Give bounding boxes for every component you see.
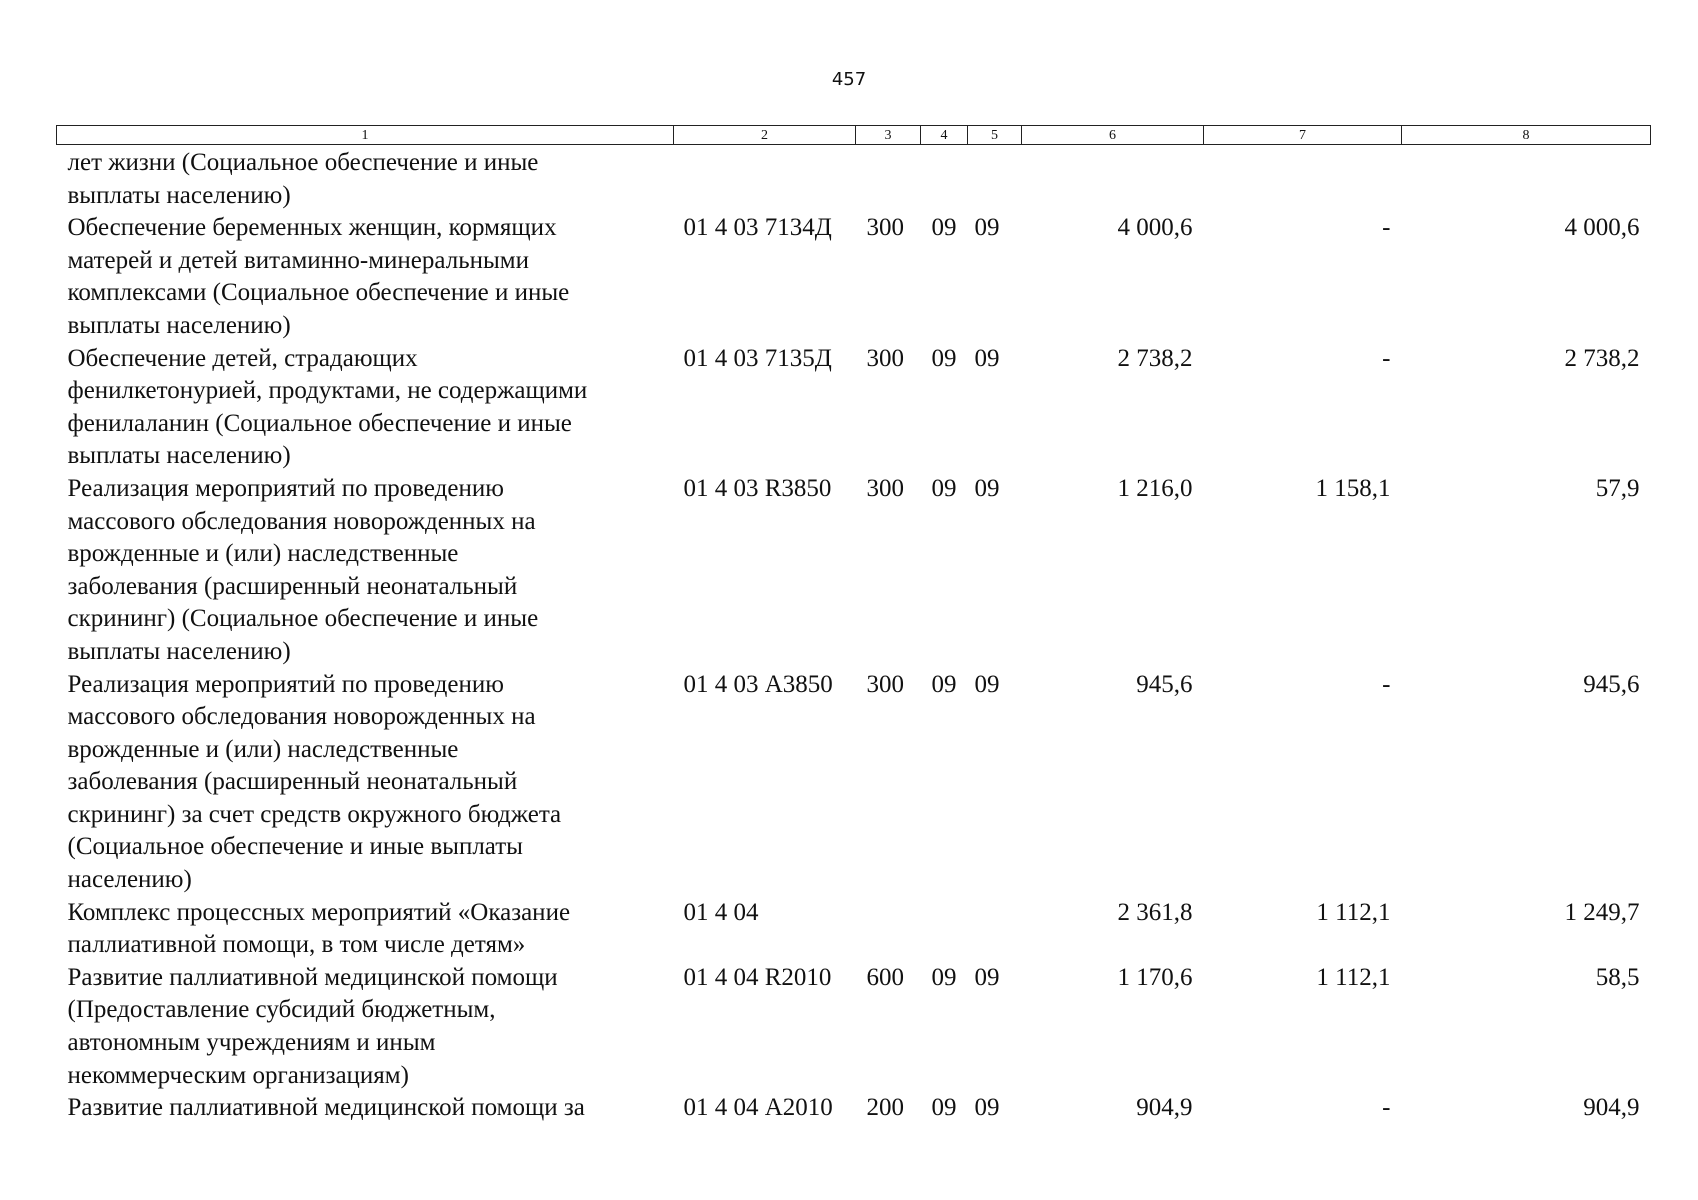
- amount-col8: 2 738,2: [1564, 344, 1640, 372]
- column-number-header-row: [57, 126, 1651, 145]
- amount-col8: 1 249,7: [1564, 898, 1640, 926]
- amount-col7: -: [1382, 214, 1391, 242]
- description-line: фенилкетонурией, продуктами, не содержащими: [67, 377, 588, 405]
- row-description: [57, 897, 674, 962]
- column-number-header: 7: [1204, 126, 1402, 145]
- page-number: 457: [831, 69, 867, 90]
- amount-col8: 945,6: [1583, 670, 1640, 698]
- amount-col6: 1 170,6: [1117, 963, 1193, 991]
- subsection-code: 09: [974, 474, 1000, 502]
- amount-col6: [1022, 145, 1204, 213]
- section-code: 09: [931, 214, 957, 242]
- amount-col7: -: [1382, 344, 1391, 372]
- target-article-code: 01 4 04 А2010: [683, 1094, 833, 1122]
- expense-group: 300: [866, 474, 904, 502]
- expense-group: 300: [866, 670, 904, 698]
- description-line: автономным учреждениям и иным: [67, 1029, 436, 1057]
- description-line: выплаты населению): [67, 637, 291, 665]
- table-row: [57, 473, 1651, 669]
- subsection-code: [968, 897, 1022, 962]
- description-line: Комплекс процессных мероприятий «Оказание: [67, 898, 571, 926]
- description-line: выплаты населению): [67, 442, 291, 470]
- column-number-header: 4: [921, 126, 968, 145]
- subsection-code: [968, 145, 1022, 213]
- target-article-code: 01 4 04 R2010: [683, 963, 832, 991]
- description-line: заболевания (расширенный неонатальный: [67, 572, 518, 600]
- subsection-code: 09: [974, 214, 1000, 242]
- amount-col7: -: [1382, 670, 1391, 698]
- description-line: скрининг) за счет средств окружного бюджета: [67, 800, 562, 828]
- table-row: [57, 897, 1651, 962]
- description-line: скрининг) (Социальное обеспечение и иные: [67, 605, 539, 633]
- table-row: [57, 669, 1651, 897]
- column-number-header: 1: [57, 126, 674, 145]
- amount-col6: 2 361,8: [1117, 898, 1193, 926]
- column-number-header: 6: [1022, 126, 1204, 145]
- amount-col8: [1402, 145, 1651, 213]
- target-article-code: 01 4 03 R3850: [683, 474, 832, 502]
- row-description: [57, 343, 674, 473]
- target-article-code: 01 4 03 7135Д: [683, 344, 832, 372]
- expense-group: 300: [866, 344, 904, 372]
- row-description: [57, 473, 674, 669]
- target-article-code: 01 4 04: [683, 898, 759, 926]
- section-code: 09: [931, 963, 957, 991]
- amount-col7: 1 158,1: [1315, 474, 1391, 502]
- row-description: [57, 145, 674, 213]
- description-line: Реализация мероприятий по проведению: [67, 474, 504, 502]
- description-line: выплаты населению): [67, 181, 291, 209]
- section-code: [921, 897, 968, 962]
- section-code: 09: [931, 344, 957, 372]
- table-row: [57, 145, 1651, 213]
- amount-col8: 904,9: [1583, 1094, 1640, 1122]
- amount-col8: 57,9: [1595, 474, 1640, 502]
- description-line: Развитие паллиативной медицинской помощи: [67, 963, 558, 991]
- subsection-code: 09: [974, 1094, 1000, 1122]
- section-code: 09: [931, 474, 957, 502]
- expense-group: 200: [866, 1094, 904, 1122]
- description-line: лет жизни (Социальное обеспечение и иные: [67, 149, 539, 176]
- description-line: матерей и детей витаминно-минеральными: [67, 246, 529, 274]
- description-line: некоммерческим организациям): [67, 1061, 409, 1089]
- table-row: [57, 343, 1651, 473]
- amount-col6: 945,6: [1136, 670, 1193, 698]
- table-row: [57, 962, 1651, 1092]
- amount-col7: 1 112,1: [1316, 898, 1391, 926]
- description-line: Обеспечение беременных женщин, кормящих: [67, 214, 557, 242]
- amount-col6: 904,9: [1136, 1094, 1193, 1122]
- expense-group: [856, 145, 921, 213]
- description-line: массового обследования новорожденных на: [67, 703, 536, 731]
- expense-group: 600: [866, 963, 904, 991]
- description-line: выплаты населению): [67, 311, 291, 339]
- row-description: [57, 1092, 674, 1125]
- expense-group: [856, 897, 921, 962]
- target-article-code: 01 4 03 7134Д: [683, 214, 832, 242]
- subsection-code: 09: [974, 670, 1000, 698]
- description-line: паллиативной помощи, в том числе детям»: [67, 931, 526, 959]
- amount-col6: 2 738,2: [1117, 344, 1193, 372]
- target-article-code: 01 4 03 А3850: [683, 670, 833, 698]
- amount-col7: 1 112,1: [1316, 963, 1391, 991]
- amount-col7: -: [1382, 1094, 1391, 1122]
- section-code: 09: [931, 670, 957, 698]
- table-row: [57, 212, 1651, 342]
- row-description: [57, 962, 674, 1092]
- description-line: Обеспечение детей, страдающих: [67, 344, 418, 372]
- section-code: 09: [931, 1094, 957, 1122]
- row-description: [57, 212, 674, 342]
- description-line: фенилаланин (Социальное обеспечение и иные: [67, 409, 572, 437]
- column-number-header: 8: [1402, 126, 1651, 145]
- expense-group: 300: [866, 214, 904, 242]
- amount-col6: 1 216,0: [1117, 474, 1193, 502]
- description-line: массового обследования новорожденных на: [67, 507, 536, 535]
- description-line: (Предоставление субсидий бюджетным,: [67, 996, 496, 1024]
- column-number-header: 2: [674, 126, 856, 145]
- column-number-header: 3: [856, 126, 921, 145]
- row-description: [57, 669, 674, 897]
- budget-table: [56, 125, 1651, 1125]
- subsection-code: 09: [974, 963, 1000, 991]
- amount-col6: 4 000,6: [1117, 214, 1193, 242]
- table-row: [57, 1092, 1651, 1125]
- description-line: заболевания (расширенный неонатальный: [67, 768, 518, 796]
- column-number-header: 5: [968, 126, 1022, 145]
- description-line: врожденные и (или) наследственные: [67, 540, 459, 568]
- description-line: Реализация мероприятий по проведению: [67, 670, 504, 698]
- description-line: врожденные и (или) наследственные: [67, 735, 459, 763]
- description-line: населению): [67, 866, 192, 894]
- section-code: [921, 145, 968, 213]
- description-line: Развитие паллиативной медицинской помощи за: [67, 1094, 585, 1122]
- amount-col7: [1204, 145, 1402, 213]
- description-line: (Социальное обеспечение и иные выплаты: [67, 833, 523, 861]
- amount-col8: 58,5: [1595, 963, 1640, 991]
- amount-col8: 4 000,6: [1564, 214, 1640, 242]
- target-article-code: [674, 145, 856, 213]
- description-line: комплексами (Социальное обеспечение и иные: [67, 279, 570, 307]
- subsection-code: 09: [974, 344, 1000, 372]
